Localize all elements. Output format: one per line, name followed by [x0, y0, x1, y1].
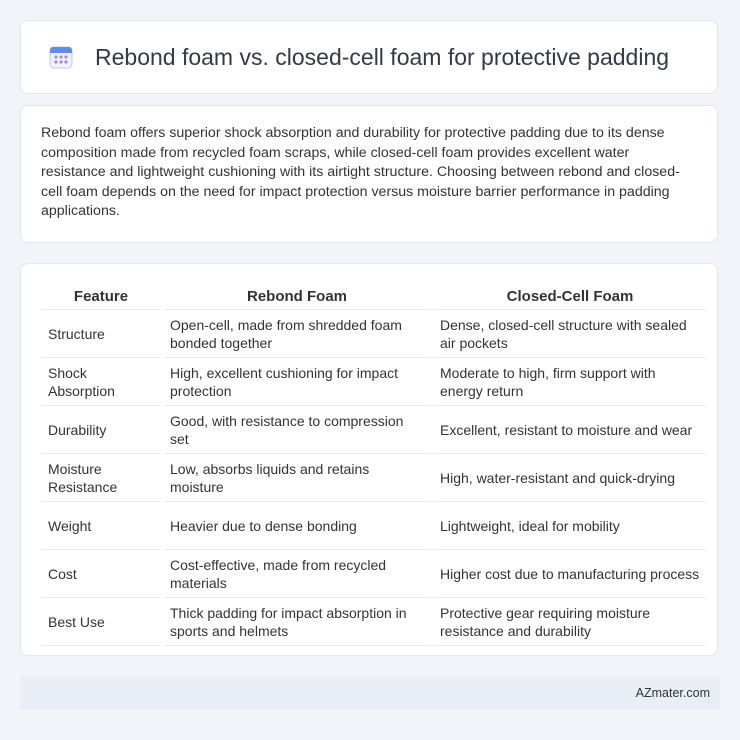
feature-cell: Best Use	[42, 598, 160, 646]
closed-cell-cell: Dense, closed-cell structure with sealed air pockets	[434, 310, 706, 358]
feature-cell: Durability	[42, 406, 160, 454]
closed-cell-cell: High, water-resistant and quick-drying	[434, 454, 706, 502]
feature-cell: Weight	[42, 502, 160, 550]
rebond-cell: Thick padding for impact absorption in sports and helmets	[164, 598, 430, 646]
calendar-icon	[47, 43, 75, 71]
rebond-cell: Low, absorbs liquids and retains moisture	[164, 454, 430, 502]
table-header-row	[42, 283, 706, 310]
table-row	[42, 502, 706, 550]
column-header-closed-cell: Closed-Cell Foam	[434, 283, 706, 310]
comparison-table	[38, 283, 710, 646]
table-row	[42, 550, 706, 598]
comparison-card	[20, 263, 718, 656]
table-row	[42, 454, 706, 502]
intro-paragraph: Rebond foam offers superior shock absorption and durability for protective padding due to its dense composition made from recycled foam scraps, while closed-cell foam provides excellent water resistance and lightweight cushioning with its airtight structure. Choosing between rebond and closed-cell foam depends on the need for impact protection versus moisture barrier performance in padding applications.	[41, 125, 680, 220]
column-header-rebond: Rebond Foam	[164, 283, 430, 310]
feature-cell: Moisture Resistance	[42, 454, 160, 502]
intro-card	[20, 105, 718, 243]
closed-cell-cell: Excellent, resistant to moisture and wear	[434, 406, 706, 454]
table-row	[42, 310, 706, 358]
rebond-cell: Good, with resistance to compression set	[164, 406, 430, 454]
title-card	[20, 20, 718, 94]
footer-site-name: AZmater.com	[635, 686, 710, 700]
table-row	[42, 358, 706, 406]
rebond-cell: Open-cell, made from shredded foam bonded together	[164, 310, 430, 358]
closed-cell-cell: Higher cost due to manufacturing process	[434, 550, 706, 598]
feature-cell: Shock Absorption	[42, 358, 160, 406]
rebond-cell: Cost-effective, made from recycled materials	[164, 550, 430, 598]
column-header-feature: Feature	[42, 283, 160, 310]
closed-cell-cell: Protective gear requiring moisture resistance and durability	[434, 598, 706, 646]
closed-cell-cell: Moderate to high, firm support with energy return	[434, 358, 706, 406]
table-row	[42, 406, 706, 454]
footer-bar	[20, 676, 720, 710]
feature-cell: Structure	[42, 310, 160, 358]
table-row	[42, 598, 706, 646]
feature-cell: Cost	[42, 550, 160, 598]
rebond-cell: Heavier due to dense bonding	[164, 502, 430, 550]
rebond-cell: High, excellent cushioning for impact protection	[164, 358, 430, 406]
closed-cell-cell: Lightweight, ideal for mobility	[434, 502, 706, 550]
page-title: Rebond foam vs. closed-cell foam for protective padding	[95, 43, 670, 70]
